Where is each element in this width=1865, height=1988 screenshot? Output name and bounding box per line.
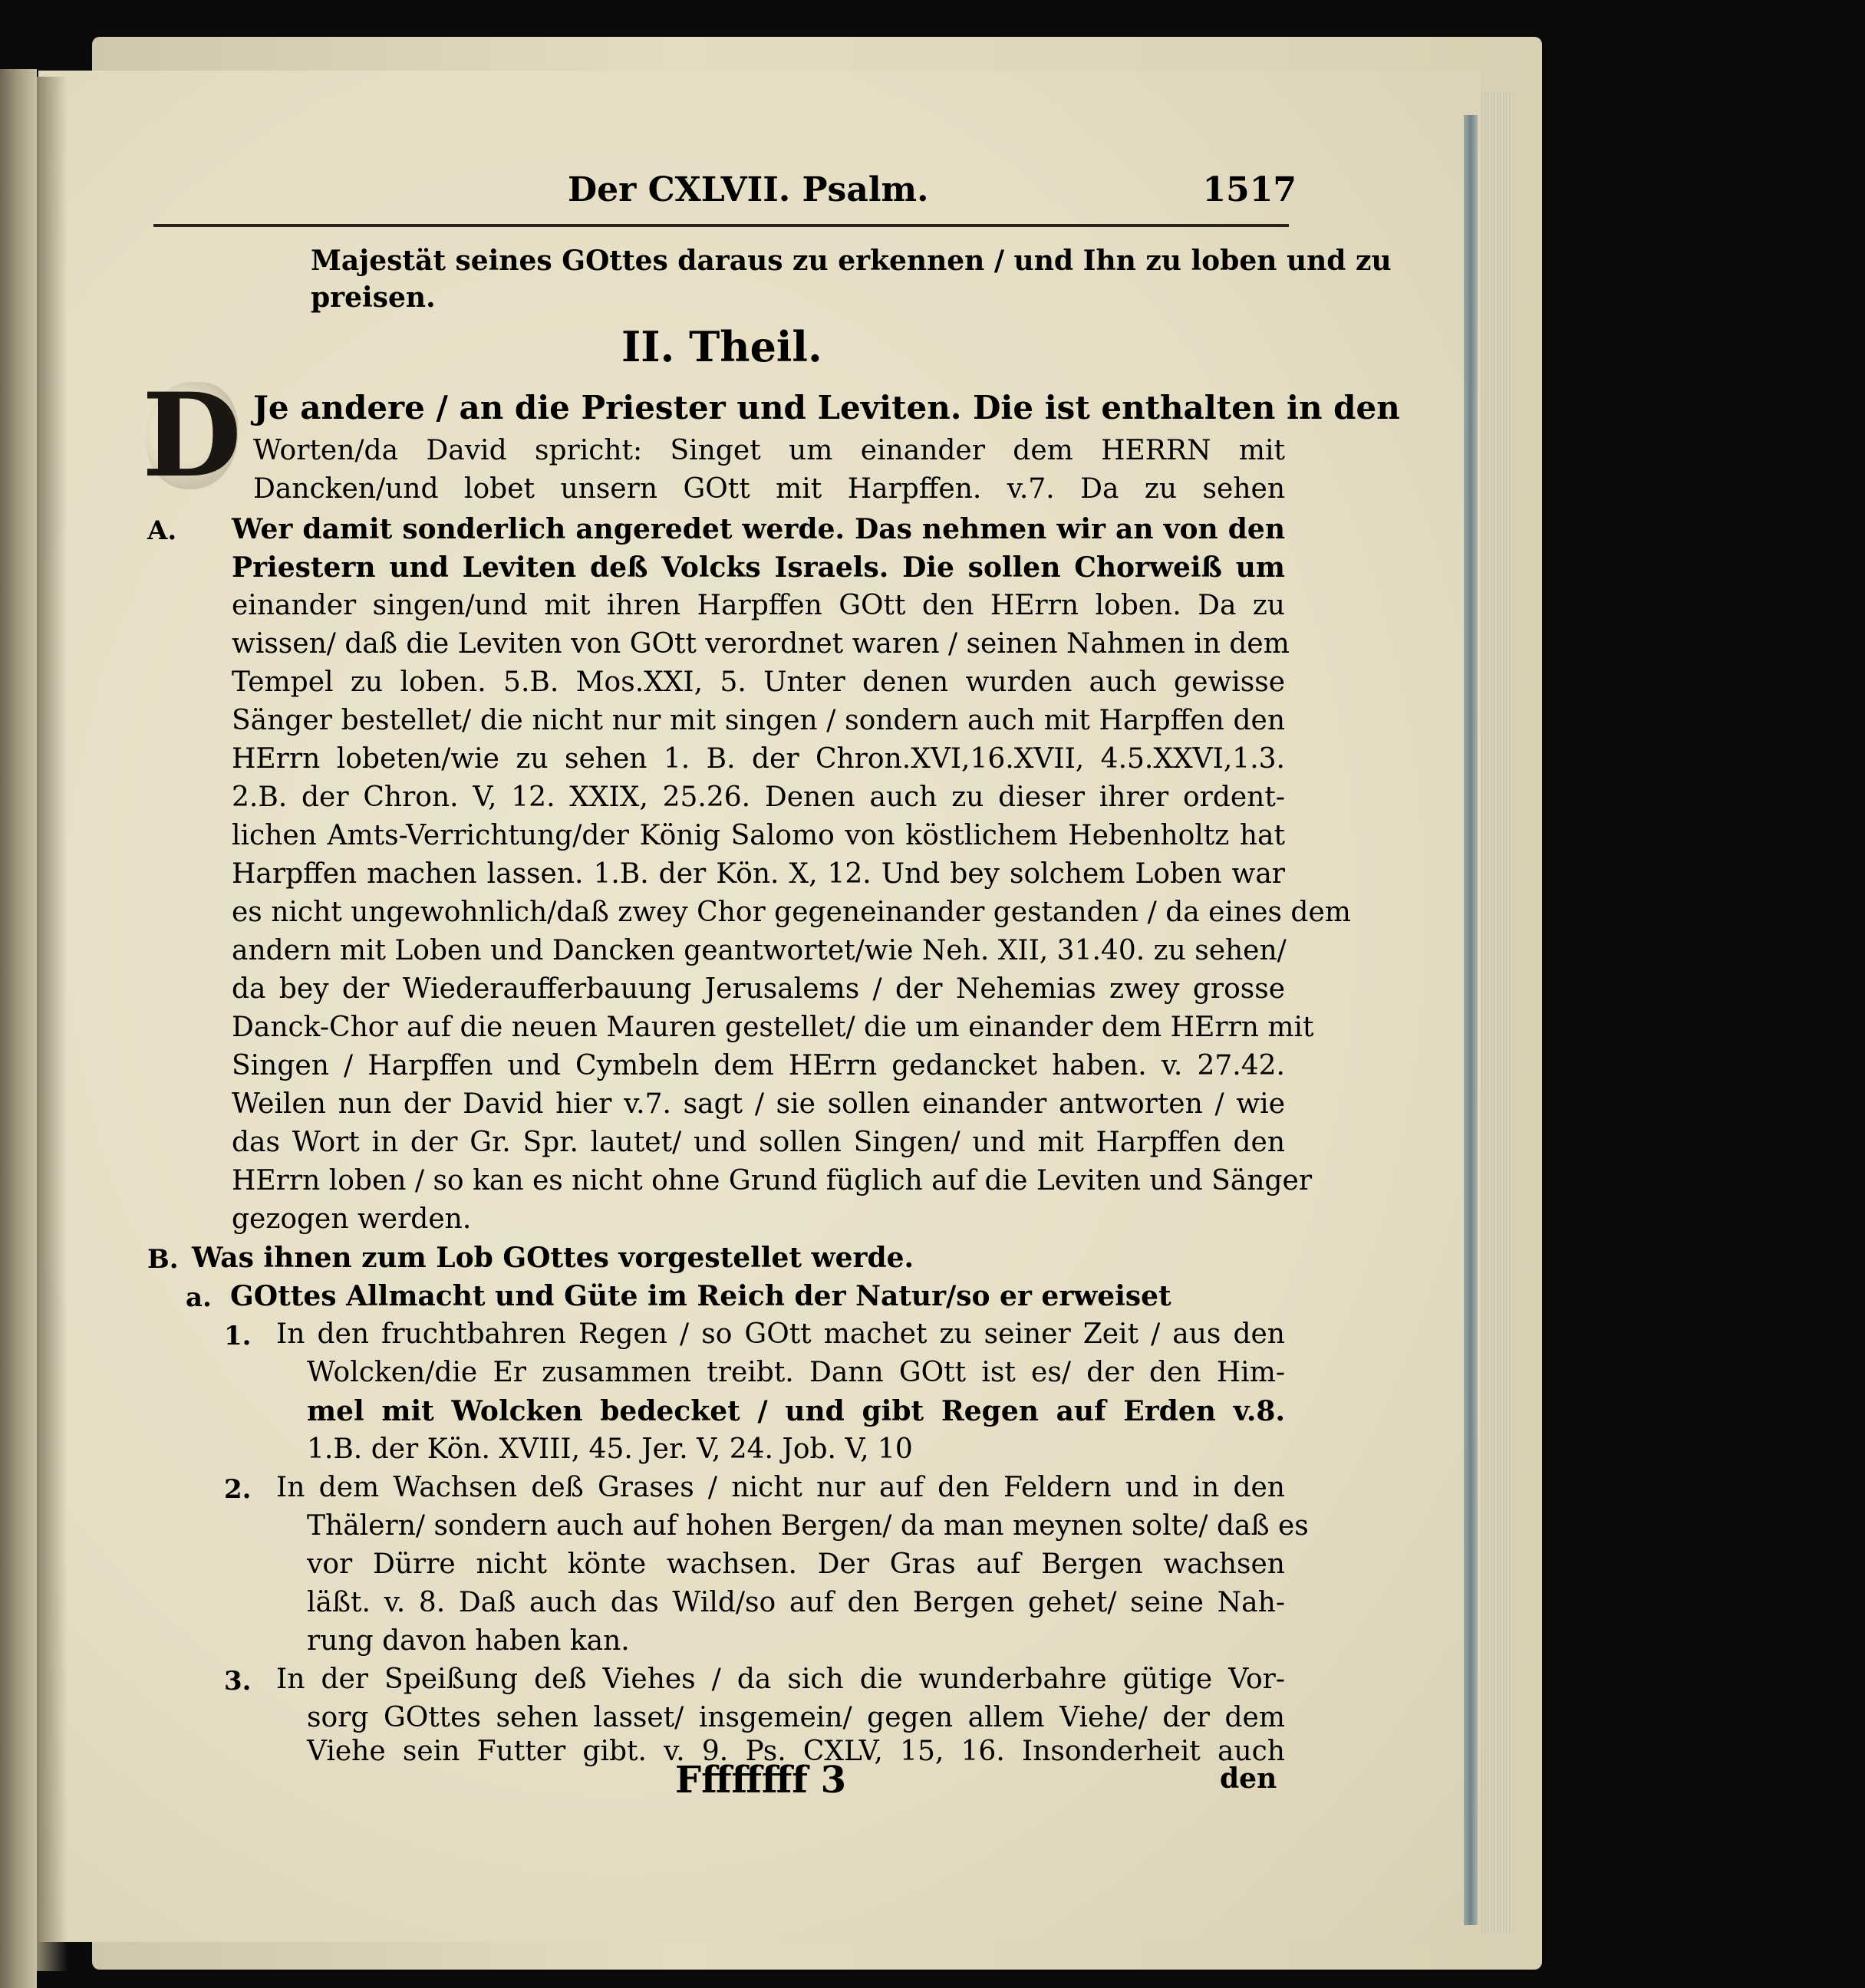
text-line: Harpffen machen lassen. 1.B. der Kön. X, 12. Und bey solchem Loben war bbox=[232, 858, 1285, 890]
part-title: II. Theil. bbox=[621, 322, 822, 371]
text-line: Priestern und Leviten deß Volcks Israels. Die sollen Chorweiß um bbox=[232, 551, 1285, 584]
text-line: HErrn lobeten/wie zu sehen 1. B. der Chron.XVI,16.XVII, 4.5.XXVI,1.3. bbox=[232, 743, 1285, 775]
section-marker: B. bbox=[147, 1244, 179, 1275]
running-head: Der CXLVII. Psalm. bbox=[568, 170, 929, 209]
catchword: den bbox=[1220, 1763, 1277, 1795]
item-marker: 1. bbox=[224, 1321, 252, 1351]
text-line: Je andere / an die Priester und Leviten. Die ist enthalten in den bbox=[253, 389, 1400, 426]
text-line: da bey der Wiederaufferbauung Jerusalems / der Nehemias zwey grosse bbox=[232, 973, 1285, 1005]
text-line: 1.B. der Kön. XVIII, 45. Jer. V, 24. Job. V, 10 bbox=[307, 1433, 913, 1465]
fore-edge-tint bbox=[1464, 115, 1478, 1925]
subsection-marker: a. bbox=[186, 1282, 212, 1313]
text-line: Viehe sein Futter gibt. v. 9. Ps. CXLV, 15, 16. Insonderheit auch bbox=[307, 1736, 1285, 1767]
item-marker: 2. bbox=[224, 1474, 252, 1505]
text-line: In den fruchtbahren Regen / so GOtt machet zu seiner Zeit / aus den bbox=[276, 1318, 1285, 1350]
section-heading: Was ihnen zum Lob GOttes vorgestellet werde. bbox=[192, 1242, 914, 1274]
item-marker: 3. bbox=[224, 1666, 252, 1697]
fore-edge bbox=[1481, 92, 1511, 1933]
text-line: In der Speißung deß Viehes / da sich die wunderbahre gütige Vor- bbox=[276, 1664, 1285, 1695]
text-line: Danck-Chor auf die neuen Mauren gestellet/ die um einander dem HErrn mit bbox=[232, 1012, 1314, 1043]
spine-shadow bbox=[37, 77, 68, 1971]
text-line: andern mit Loben und Dancken geantwortet/wie Neh. XII, 31.40. zu sehen/ bbox=[232, 935, 1287, 966]
text-line: mel mit Wolcken bedecket / und gibt Regen auf Erden v.8. bbox=[307, 1395, 1285, 1427]
text-line: vor Dürre nicht könte wachsen. Der Gras auf Bergen wachsen bbox=[307, 1549, 1285, 1580]
text-line: läßt. v. 8. Daß auch das Wild/so auf den Bergen gehet/ seine Nah- bbox=[307, 1587, 1285, 1618]
text-line: sorg GOttes sehen lasset/ insgemein/ gegen allem Viehe/ der dem bbox=[307, 1702, 1285, 1733]
text-line: Wolcken/die Er zusammen treibt. Dann GOtt ist es/ der den Him- bbox=[307, 1357, 1285, 1388]
text-line: preisen. bbox=[311, 281, 436, 314]
text-line: lichen Amts-Verrichtung/der König Salomo von köstlichem Hebenholtz hat bbox=[232, 820, 1285, 851]
text-line: es nicht ungewohnlich/daß zwey Chor gegeneinander gestanden / da eines dem bbox=[232, 897, 1351, 928]
text-line: einander singen/und mit ihren Harpffen GOtt den HErrn loben. Da zu bbox=[232, 590, 1285, 621]
text-line: gezogen werden. bbox=[232, 1203, 472, 1235]
page-header bbox=[138, 170, 1297, 216]
text-line: Wer damit sonderlich angeredet werde. Das nehmen wir an von den bbox=[232, 513, 1285, 545]
section-marker: A. bbox=[147, 515, 177, 546]
page-number: 1517 bbox=[1202, 170, 1297, 209]
decorated-initial: D bbox=[141, 368, 242, 503]
text-line: Sänger bestellet/ die nicht nur mit singen / sondern auch mit Harpffen den bbox=[232, 705, 1285, 736]
text-line: HErrn loben / so kan es nicht ohne Grund füglich auf die Leviten und Sänger bbox=[232, 1165, 1313, 1196]
text-line: das Wort in der Gr. Spr. lautet/ und sollen Singen/ und mit Harpffen den bbox=[232, 1127, 1285, 1158]
text-line: Thälern/ sondern auch auf hohen Bergen/ da man meynen solte/ daß es bbox=[307, 1510, 1309, 1542]
text-line: Worten/da David spricht: Singet um einander dem HERRN mit bbox=[253, 435, 1285, 466]
text-line: Tempel zu loben. 5.B. Mos.XXI, 5. Unter denen wurden auch gewisse bbox=[232, 667, 1285, 698]
signature-mark: Ffffffff 3 bbox=[675, 1759, 847, 1802]
text-line: Majestät seines GOttes daraus zu erkennen / und Ihn zu loben und zu bbox=[311, 245, 1392, 277]
text-line: In dem Wachsen deß Grases / nicht nur auf den Feldern und in den bbox=[276, 1472, 1285, 1503]
text-line: Dancken/und lobet unsern GOtt mit Harpffen. v.7. Da zu sehen bbox=[253, 473, 1285, 505]
text-line: 2.B. der Chron. V, 12. XXIX, 25.26. Denen auch zu dieser ihrer ordent- bbox=[232, 782, 1285, 813]
text-line: rung davon haben kan. bbox=[307, 1625, 630, 1657]
left-page-edge bbox=[0, 69, 37, 1988]
text-line: Weilen nun der David hier v.7. sagt / sie sollen einander antworten / wie bbox=[232, 1088, 1285, 1120]
text-line: Singen / Harpffen und Cymbeln dem HErrn gedancket haben. v. 27.42. bbox=[232, 1050, 1285, 1081]
header-rule bbox=[153, 224, 1289, 227]
text-line: wissen/ daß die Leviten von GOtt verordnet waren / seinen Nahmen in dem bbox=[232, 628, 1290, 660]
subsection-heading: GOttes Allmacht und Güte im Reich der Natur/so er erweiset bbox=[230, 1280, 1171, 1312]
